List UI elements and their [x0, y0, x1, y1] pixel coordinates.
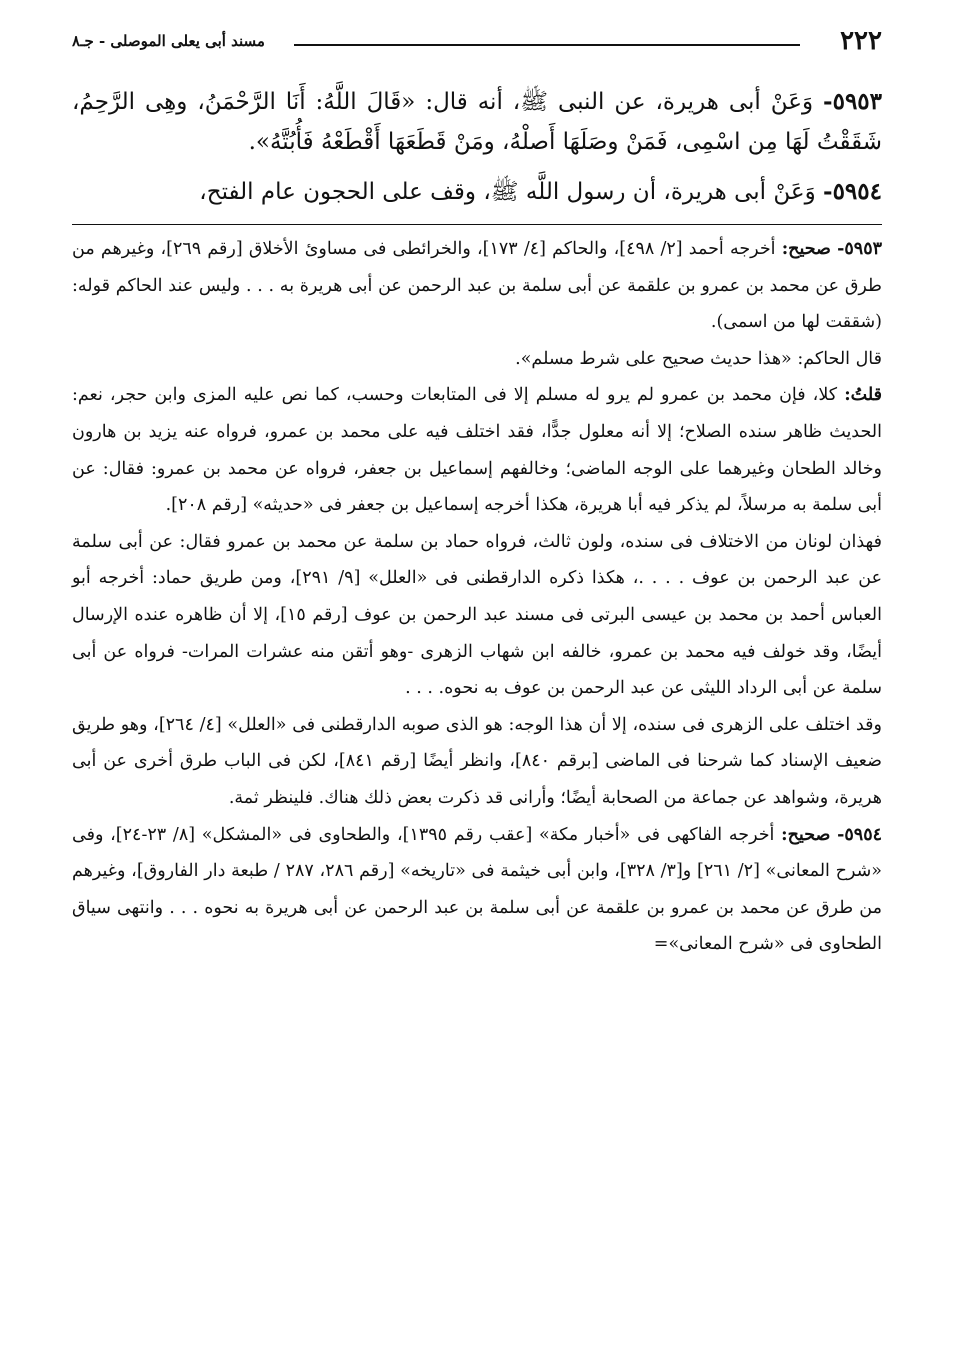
footnote-paragraph [72, 524, 882, 707]
page [72, 22, 882, 963]
footnote-text: أخرجه الفاكهى فى «أخبار مكة» [عقب رقم ١٣٩٥]، والطحاوى فى «المشكل» [٨/ ٢٣-٢٤]، وفى «شرح المعانى» [٢/ ٢٦١] و[٣/ ٣٢٨]، وابن أبى خيثمة فى «تاريخه» [رقم ٢٨٦، ٢٨٧ / طبعة دار الفاروق]، وغيرهم من طرق عن محمد بن عمرو بن علقمة عن أبى سلمة بن عبد الرحمن عن أبى هريرة به نحوه . . . وانتهى سياق الطحاوى فى «شرح المعانى»= [72, 824, 882, 955]
footnote-text: فهذان لونان من الاختلاف فى سنده، ولون ثالث، فرواه حماد بن سلمة عن محمد بن عمرو فقال: عن أبى سلمة عن عبد الرحمن بن عوف . . . .، هكذا ذكره الدارقطنى فى «العلل» [٩/ ٢٩١]، ومن طريق حماد: أخرجه أبو العباس أحمد بن محمد بن عيسى البرتى فى مسند عبد الرحمن بن عوف [رقم ١٥]، إلا أن ظاهره عنده الإرسال أيضًا، وقد خولف فيه محمد بن عمرو، خالفه ابن شهاب الزهرى -وهو أتقن منه عشرات المرات- فرواه عن أبى سلمة عن أبى الرداد الليثى عن عبد الرحمن بن عوف به نحوه. . . . [72, 531, 883, 699]
header-rule [294, 44, 800, 46]
hadith-5953 [72, 82, 882, 162]
hadith-text: وَعَنْ أبى هريرة، أن رسول اللَّه ﷺ، وقف على الحجون عام الفتح، [199, 179, 816, 205]
footnote-text: قال الحاكم: «هذا حديث صحيح على شرط مسلم». [515, 348, 882, 369]
hadith-5954 [72, 172, 882, 212]
page-header [72, 22, 882, 62]
footnote-number: ٥٩٥٣- [837, 239, 882, 259]
main-text [72, 82, 882, 212]
footnote-paragraph [72, 707, 882, 817]
footnote-grade: صحيح: [781, 824, 831, 845]
footnote-grade: صحيح: [781, 239, 831, 259]
page-number: ٢٢٢ [840, 26, 882, 56]
footnote-text: أخرجه أحمد [٢/ ٤٩٨]، والحاكم [٤/ ١٧٣]، والخرائطى فى مساوئ الأخلاق [رقم ٢٦٩]، وغيرهم من طرق عن محمد بن عمرو بن علقمة عن أبى سلمة بن عبد الرحمن عن أبى هريرة به . . . وليس عند الحاكم قوله: (شققت لها من اسمى). [72, 239, 882, 333]
footnote-paragraph [72, 341, 882, 378]
footnote-5954 [72, 817, 882, 963]
hadith-number: ٥٩٥٤- [823, 178, 882, 205]
footnotes [72, 231, 882, 963]
footnote-5953 [72, 231, 882, 341]
footnote-text: وقد اختلف على الزهرى فى سنده، إلا أن هذا الوجه: هو الذى صوبه الدارقطنى فى «العلل» [٤/ ٢٦٤]، وهو طريق ضعيف الإسناد كما شرحنا فى الماضى [برقم ٨٤٠]، وانظر أيضًا [رقم ٨٤١]، لكن فى الباب طرق أخرى عن أبى هريرة، وشواهد عن جماعة من الصحابة أيضًا؛ وأرانى قد ذكرت بعض ذلك هناك. فلينظر ثمة. [72, 714, 882, 808]
footnote-text: كلا، فإن محمد بن عمرو لم يرو له مسلم إلا فى المتابعات وحسب، كما نص عليه المزى وابن حجر، نعم: الحديث ظاهر سنده الصلاح؛ إلا أنه معلول جدًّا، فقد اختلف فيه على محمد بن عمرو، فرواه عنه يزيد بن هارون وخالد الطحان وغيرهما على الوجه الماضى؛ وخالفهم إسماعيل بن جعفر، فرواه عن محمد بن عمرو: فقال: عن أبى سلمة به مرسلاً، لم يذكر فيه أبا هريرة، هكذا أخرجه إسماعيل بن جعفر فى «حديثه» [رقم ٢٠٨]. [72, 385, 882, 516]
footnote-number: ٥٩٥٤- [837, 824, 882, 845]
hadith-text: وَعَنْ أبى هريرة، عن النبى ﷺ، أنه قال: «قَالَ اللَّهُ: أَنَا الرَّحْمَنُ، وهِى الرَّحِمُ، شَقَقْتُ لَهَا مِن اسْمِى، فَمَنْ وصَلَهَا أَصلْهُ، ومَنْ قَطَعَهَا أَقْطَعْهُ فَأُبُتَّهُ». [72, 89, 882, 155]
footnote-label: قلتُ: [844, 385, 882, 406]
footnote-paragraph [72, 377, 882, 523]
running-title: مسند أبى يعلى الموصلى - جـ٨ [72, 32, 265, 50]
hadith-number: ٥٩٥٣- [823, 88, 883, 115]
footnote-separator [72, 224, 882, 225]
